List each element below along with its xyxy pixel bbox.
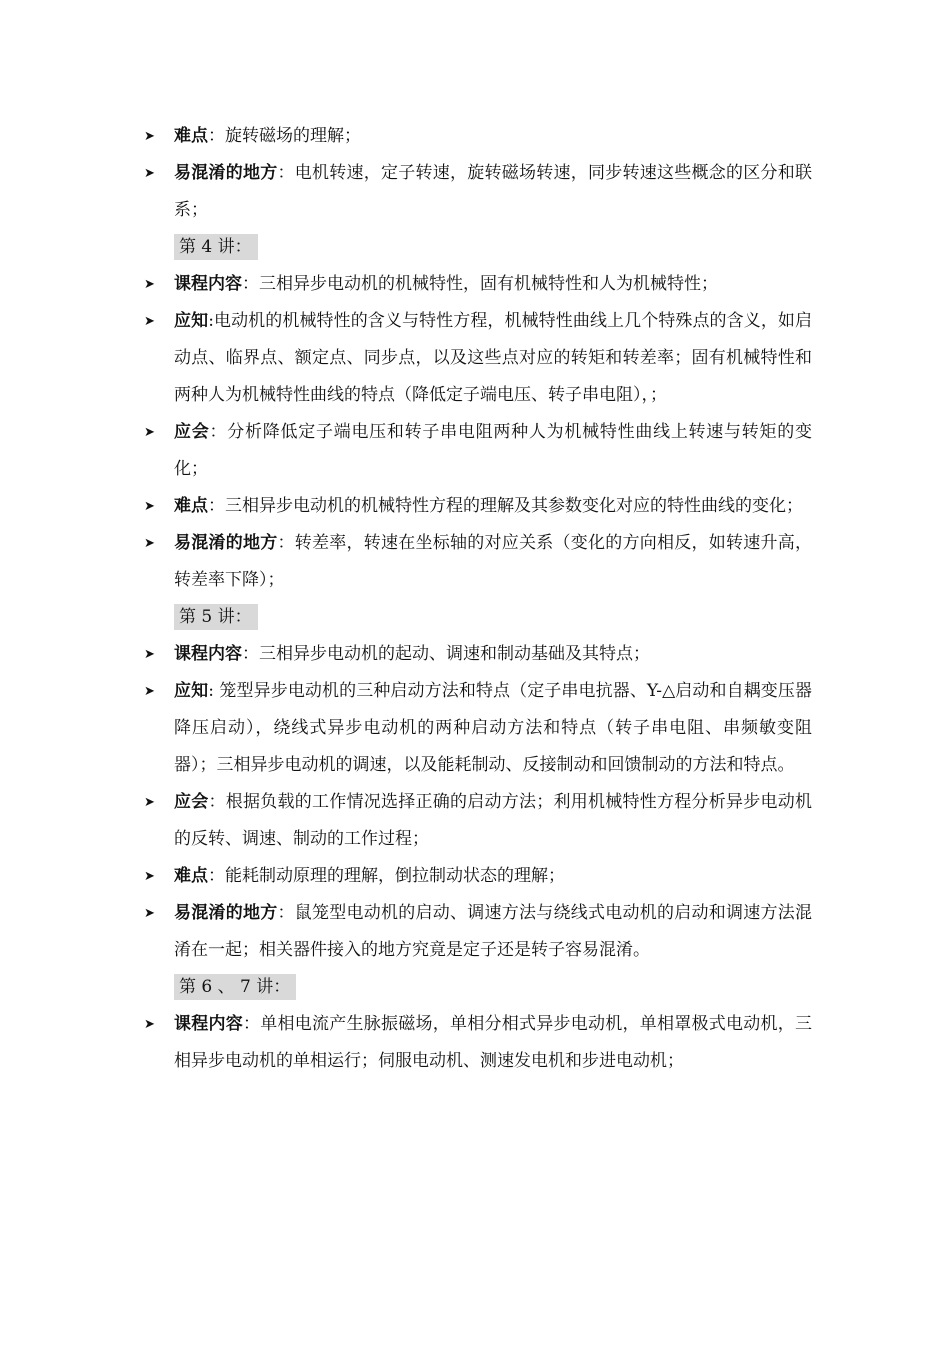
item-term: 课程内容 xyxy=(174,1014,243,1034)
item-term: 课程内容 xyxy=(174,644,242,664)
arrow-bullet-icon: ➤ xyxy=(144,425,155,440)
arrow-bullet-icon: ➤ xyxy=(144,499,155,514)
item-text: ：根据负载的工作情况选择正确的启动方法；利用机械特性方程分析异步电动机的反转、调速、制动的工作过程； xyxy=(174,792,812,849)
item-text: ：分析降低定子端电压和转子串电阻两种人为机械特性曲线上转速与转矩的变化； xyxy=(174,422,813,479)
list-item-difficulty xyxy=(142,858,812,895)
arrow-bullet-icon: ➤ xyxy=(144,684,155,699)
lecture-label: 第 4 讲： xyxy=(174,234,258,260)
list-item-difficulty xyxy=(142,488,812,525)
item-text: ：单相电流产生脉振磁场，单相分相式异步电动机，单相罩极式电动机，三相异步电动机的单相运行；伺服电动机、测速发电机和步进电动机； xyxy=(174,1014,812,1071)
item-text: ：旋转磁场的理解； xyxy=(208,126,361,146)
item-term: 难点 xyxy=(174,496,208,516)
arrow-bullet-icon: ➤ xyxy=(144,1017,155,1032)
list-item-course-content xyxy=(142,1006,812,1080)
item-term: 应知 xyxy=(174,681,209,701)
list-item-should-master xyxy=(142,414,812,488)
item-text: ：能耗制动原理的理解，倒拉制动状态的理解； xyxy=(208,866,565,886)
document-body xyxy=(142,118,812,1080)
arrow-bullet-icon: ➤ xyxy=(144,647,155,662)
lecture-label: 第 5 讲： xyxy=(174,604,258,630)
list-item-course-content xyxy=(142,636,812,673)
list-item-confusing-points xyxy=(142,525,812,599)
item-text: :电动机的机械特性的含义与特性方程，机械特性曲线上几个特殊点的含义，如启动点、临界点、额定点、同步点，以及这些点对应的转矩和转差率；固有机械特性和两种人为机械特性曲线的特点（降低定子端电压、转子串电阻），； xyxy=(174,311,813,405)
item-term: 易混淆的地方 xyxy=(174,533,278,553)
arrow-bullet-icon: ➤ xyxy=(144,536,155,551)
list-item-should-know xyxy=(142,303,812,414)
list-item-difficulty xyxy=(142,118,812,155)
arrow-bullet-icon: ➤ xyxy=(144,166,155,181)
lecture-heading xyxy=(174,599,812,636)
item-text: ：三相异步电动机的机械特性方程的理解及其参数变化对应的特性曲线的变化； xyxy=(208,496,803,516)
arrow-bullet-icon: ➤ xyxy=(144,869,155,884)
item-term: 难点 xyxy=(174,126,208,146)
lecture-heading xyxy=(174,229,812,266)
arrow-bullet-icon: ➤ xyxy=(144,129,155,144)
arrow-bullet-icon: ➤ xyxy=(144,795,155,810)
item-text: ：转差率，转速在坐标轴的对应关系（变化的方向相反，如转速升高，转差率下降）； xyxy=(174,533,812,590)
item-term: 应会 xyxy=(174,792,209,812)
item-term: 易混淆的地方 xyxy=(174,903,278,923)
item-text: ：三相异步电动机的起动、调速和制动基础及其特点； xyxy=(242,644,650,664)
list-item-confusing-points xyxy=(142,155,812,229)
item-term: 应会 xyxy=(174,422,210,442)
item-text: : 笼型异步电动机的三种启动方法和特点（定子串电抗器、Y-△启动和自耦变压器降压启动），绕线式异步电动机的两种启动方法和特点（转子串电阻、串频敏变阻器）；三相异步电动机的调速，以及能耗制动、反接制动和回馈制动的方法和特点。 xyxy=(174,681,812,775)
lecture-label: 第 6 、 7 讲： xyxy=(174,974,296,1000)
arrow-bullet-icon: ➤ xyxy=(144,277,155,292)
item-term: 易混淆的地方 xyxy=(174,163,278,183)
list-item-should-know xyxy=(142,673,812,784)
list-item-confusing-points xyxy=(142,895,812,969)
item-term: 难点 xyxy=(174,866,208,886)
list-item-course-content xyxy=(142,266,812,303)
arrow-bullet-icon: ➤ xyxy=(144,314,155,329)
item-text: ：鼠笼型电动机的启动、调速方法与绕线式电动机的启动和调速方法混淆在一起；相关器件接入的地方究竟是定子还是转子容易混淆。 xyxy=(174,903,812,960)
item-term: 课程内容 xyxy=(174,274,242,294)
arrow-bullet-icon: ➤ xyxy=(144,906,155,921)
item-term: 应知 xyxy=(174,311,209,331)
item-text: ：三相异步电动机的机械特性，固有机械特性和人为机械特性； xyxy=(242,274,718,294)
item-text: ：电机转速，定子转速，旋转磁场转速，同步转速这些概念的区分和联系； xyxy=(174,163,812,220)
list-item-should-master xyxy=(142,784,812,858)
lecture-heading xyxy=(174,969,812,1006)
